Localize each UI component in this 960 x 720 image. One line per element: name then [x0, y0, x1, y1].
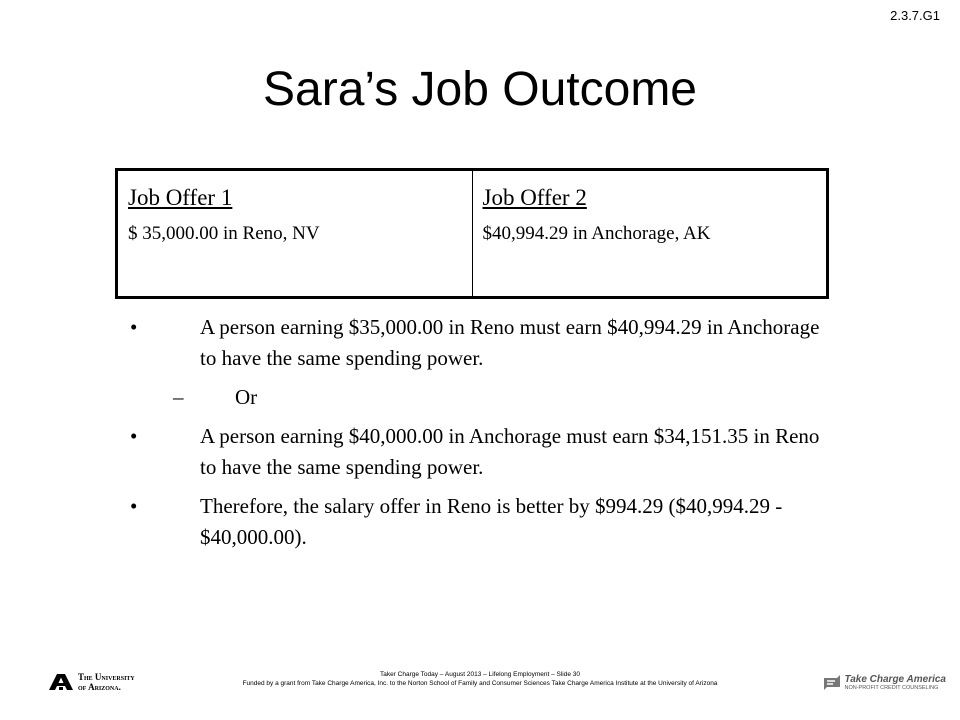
- logo-right-main: Take Charge America: [844, 674, 946, 685]
- job-offer-1-detail: $ 35,000.00 in Reno, NV: [128, 223, 320, 244]
- bullet-dot: •: [130, 494, 138, 518]
- bullet-item: [125, 312, 825, 374]
- sub-bullet-text: Or: [235, 385, 258, 409]
- logo-left-line-1: The University: [78, 672, 135, 682]
- bullet-text-1: A person earning $35,000.00 in Reno must earn $40,994.29 in Anchorage to have the same spending power.: [200, 315, 820, 370]
- job-offer-2-heading: Job Offer 2: [482, 185, 587, 210]
- logo-left-line-2: of Arizona.: [78, 682, 121, 692]
- take-charge-america-logo: [823, 674, 946, 692]
- job-offer-2-cell: [472, 171, 827, 296]
- slide-footer: [0, 670, 960, 688]
- job-offer-2-detail: $40,994.29 in Anchorage, AK: [482, 223, 711, 244]
- sub-bullet-item: [125, 382, 825, 413]
- job-offer-table: [115, 168, 829, 299]
- bullet-dot: •: [130, 315, 138, 339]
- logo-right-sub: NON-PROFIT CREDIT COUNSELING: [844, 685, 939, 691]
- footer-line-1: Taker Charge Today – August 2013 – Lifelong Employment – Slide 30: [379, 671, 581, 678]
- bullet-item: [125, 491, 825, 553]
- footer-line-2: Funded by a grant from Take Charge America, Inc. to the Norton School of Family and Consumer Sciences Take Charge America Institute at the University of Arizona: [242, 680, 718, 687]
- bullet-text-2: A person earning $40,000.00 in Anchorage must earn $34,151.35 in Reno to have the same spending power.: [200, 424, 820, 479]
- take-charge-america-mark-icon: [823, 675, 841, 691]
- bullet-item: [125, 421, 825, 483]
- job-offer-1-heading: Job Offer 1: [128, 185, 233, 210]
- bullet-dot: •: [130, 424, 138, 448]
- sub-bullet-dash: –: [173, 385, 184, 409]
- bullet-text-3: Therefore, the salary offer in Reno is better by $994.29 ($40,994.29 - $40,000.00).: [200, 494, 783, 549]
- bullet-list: [125, 312, 825, 561]
- slide-code: 2.3.7.G1: [890, 8, 940, 23]
- slide-title: Sara’s Job Outcome: [263, 63, 697, 116]
- job-offer-1-cell: [118, 171, 472, 296]
